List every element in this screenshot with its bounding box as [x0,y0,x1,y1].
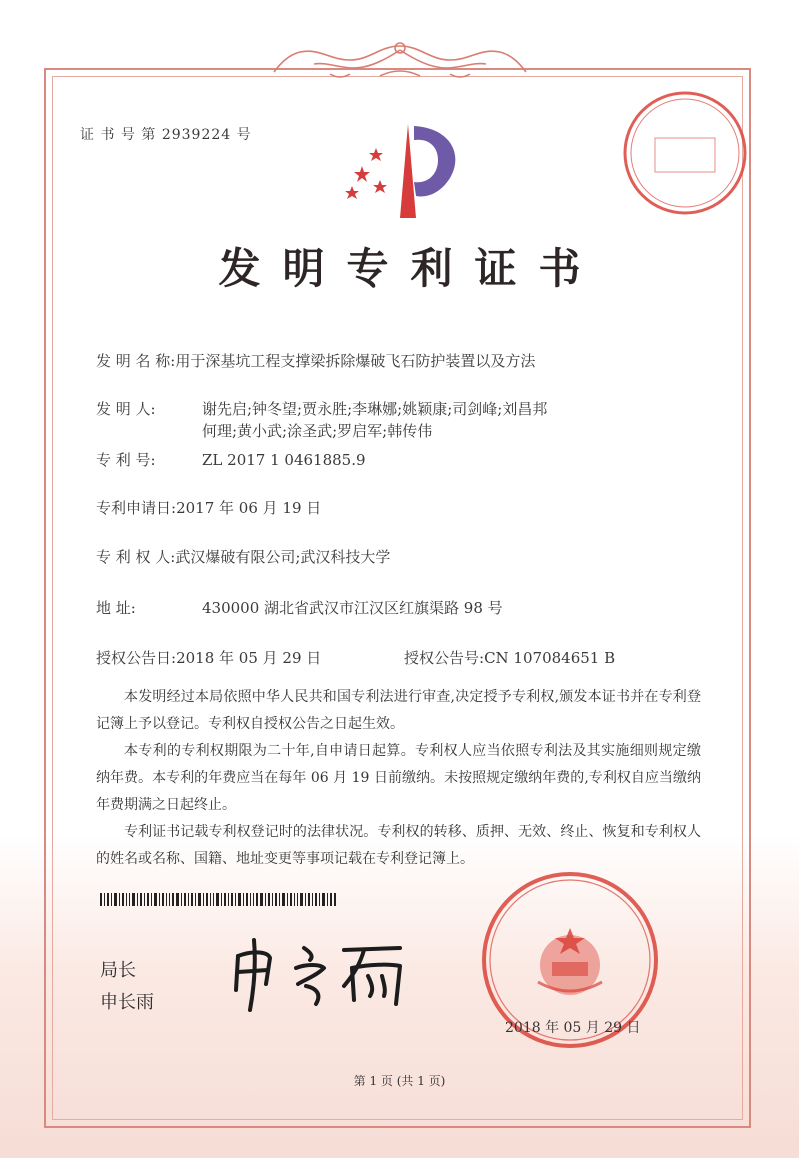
patent-number-row [96,449,366,470]
grant-date-label: 授权公告日: [96,649,177,667]
certificate-body [96,684,701,873]
body-paragraph-2: 本专利的专利权期限为二十年,自申请日起算。专利权人应当依照专利法及其实施细则规定缴纳年费。本专利的年费应当在每年 06 月 19 日前缴纳。未按照规定缴纳年费的,专利权自应当缴纳年费期满之日起终止。 [96,743,701,813]
handwritten-signature [224,934,424,1014]
tax-stamp-seal [620,88,750,218]
body-paragraph-1: 本发明经过本局依照中华人民共和国专利法进行审查,决定授予专利权,颁发本证书并在专利登记簿上予以登记。专利权自授权公告之日起生效。 [96,689,701,732]
application-date-row [96,497,321,518]
top-ornament [270,38,530,84]
application-date-label: 专利申请日: [96,499,177,517]
inventor-label: 发 明 人: [96,400,156,418]
grant-number-label: 授权公告号: [404,649,485,667]
page-title: 发明专利证书 [218,244,603,293]
certificate-number-value: 2939224 [161,127,232,143]
patentee-label: 专 利 权 人: [96,548,176,566]
grant-number-row [404,647,615,668]
invention-name-row [96,350,535,371]
invention-name-value: 用于深基坑工程支撑梁拆除爆破飞石防护装置以及方法 [175,352,536,370]
patentee-value: 武汉爆破有限公司;武汉科技大学 [175,548,391,566]
body-paragraph-3: 专利证书记载专利权登记时的法律状况。专利权的转移、质押、无效、终止、恢复和专利权人的姓名或名称、国籍、地址变更等事项记载在专利登记簿上。 [96,824,701,867]
grant-number-value: CN 107084651 B [484,649,616,667]
patentee-row [96,546,390,567]
patent-number-label: 专 利 号: [96,451,156,469]
patent-office-logo [340,118,470,228]
certificate-number [80,124,252,144]
inventors-line-2-row [202,420,432,441]
inventors-line-2: 何理;黄小武;涂圣武;罗启军;韩传伟 [202,422,433,440]
certificate-number-suffix: 号 [236,127,252,143]
grant-date-value: 2018 年 05 月 29 日 [176,649,322,667]
grant-date-row [96,647,321,668]
inventors-line-1: 谢先启;钟冬望;贾永胜;李琳娜;姚颖康;司剑峰;刘昌邦 [202,400,548,418]
signatory-role: 局长 [100,960,136,981]
inventor-row [96,398,547,419]
certificate-number-label: 证 书 号 第 [80,127,157,143]
page-footer: 第 1 页 (共 1 页) [353,1074,446,1088]
address-value: 430000 湖北省武汉市江汉区红旗渠路 98 号 [202,599,503,617]
application-date-value: 2017 年 06 月 19 日 [176,499,322,517]
barcode [100,893,336,906]
invention-name-label: 发 明 名 称: [96,352,176,370]
seal-date: 2018 年 05 月 29 日 [505,1020,641,1036]
address-row [96,597,503,618]
signatory-name: 申长雨 [100,992,154,1013]
address-label: 地 址: [96,599,136,617]
patent-number-value: ZL 2017 1 0461885.9 [202,451,366,469]
